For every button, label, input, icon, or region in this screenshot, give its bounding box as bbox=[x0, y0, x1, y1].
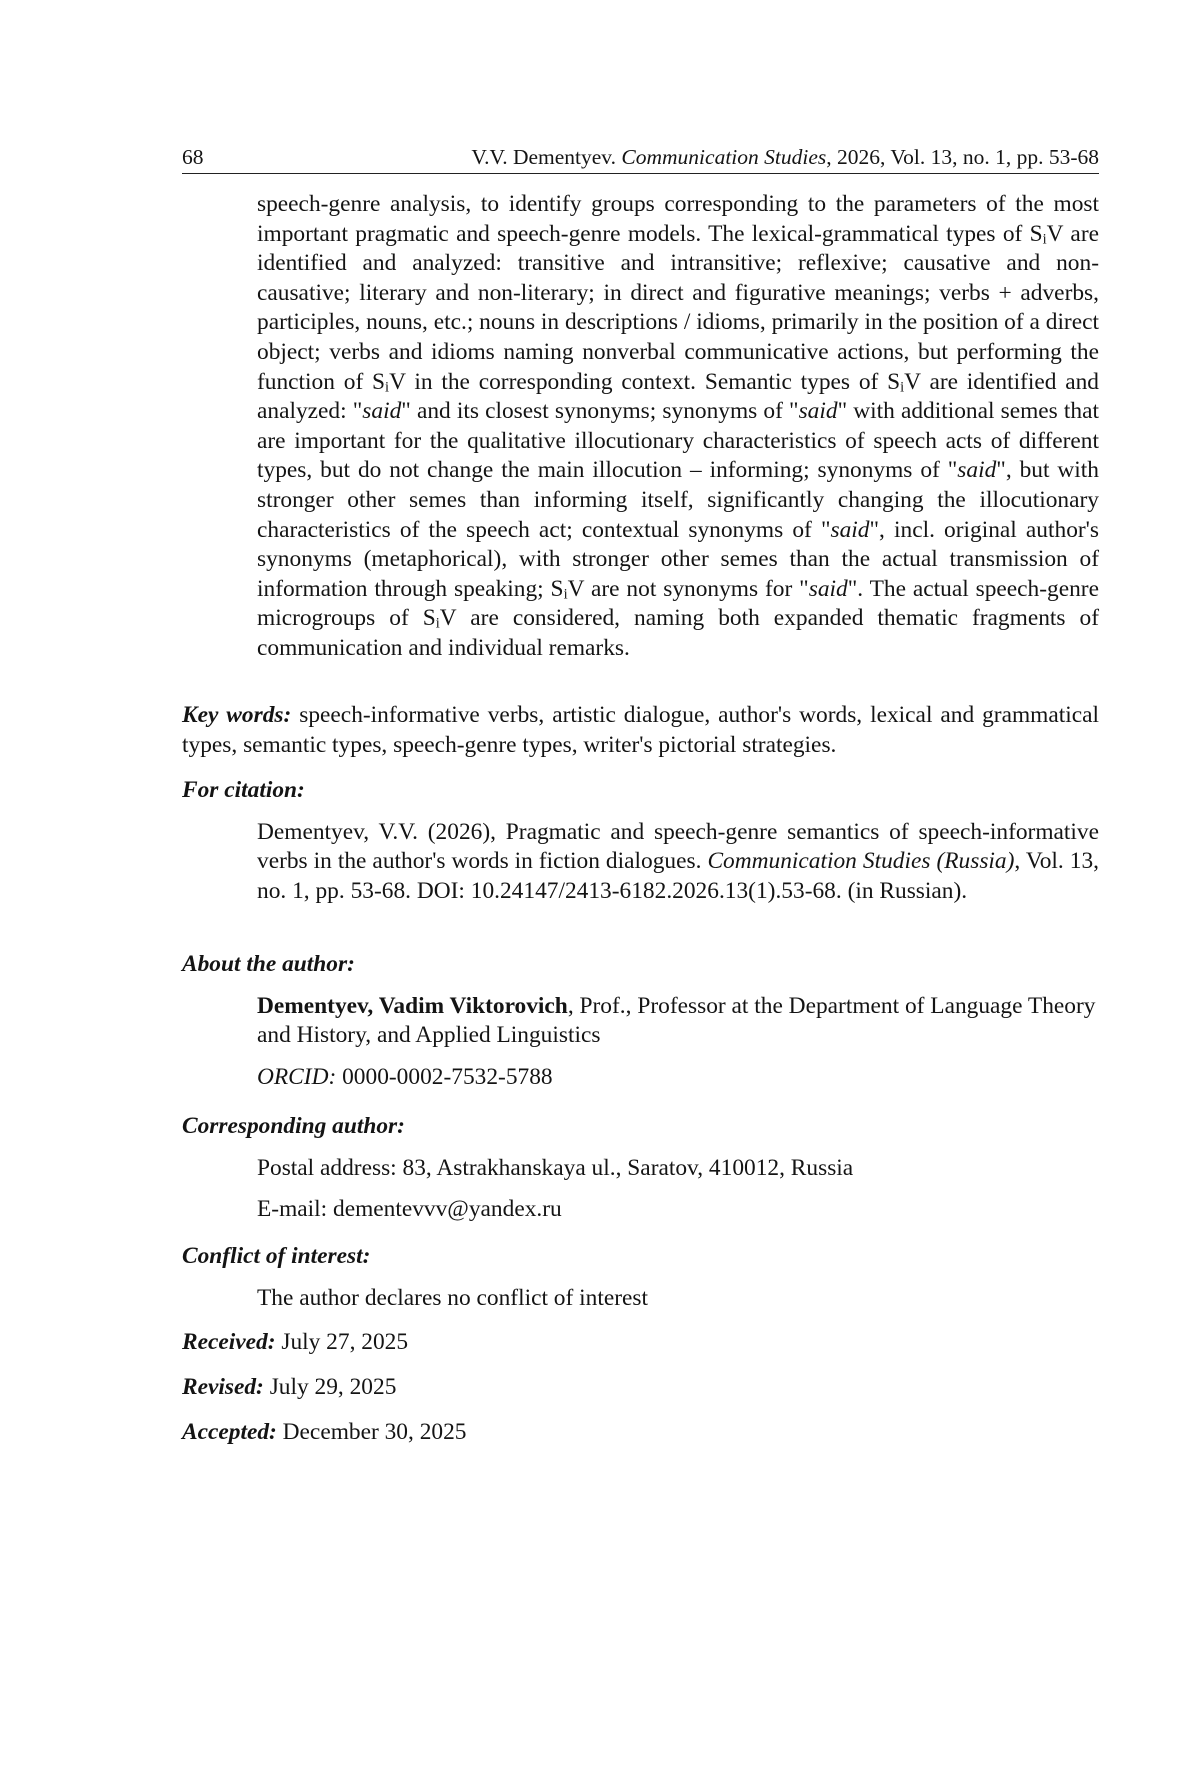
author-name: Dementyev, Vadim Viktorovich bbox=[257, 992, 568, 1019]
keywords-section bbox=[182, 701, 1099, 760]
corresponding-author-section bbox=[182, 1112, 1099, 1225]
revised-date: Revised: July 29, 2025 bbox=[182, 1374, 397, 1400]
page-number: 68 bbox=[182, 145, 204, 169]
citation-journal: Communication Studies (Russia) bbox=[707, 848, 1015, 875]
abstract-text: speech-genre analysis, to identify groups corresponding to the parameters of the most important pragmatic and speech-genre models. The lexical-grammatical types of $S_iV$ are identified and analyzed: transitive and intransitive; reflexive; causative and non-causative; literary and non-literary; in direct and figurative meanings; verbs + adverbs, participles, nouns, etc.; nouns in descriptions / idioms, primarily in the position of a direct object; verbs and idioms naming nonverbal communicative actions, but performing the function of $S_iV$ in the corresponding context. Semantic types of $S_iV$ are identified and analyzed: "said" and its closest synonyms; synonyms of "said" with additional semes that are important for the qualitative illocutionary characteristics of speech acts of different types, but do not change the main illocution – informing; synonyms of "said", but with stronger other semes than informing itself, significantly changing the illocutionary characteristics of the speech act; contextual synonyms of "said", incl. original author's synonyms (metaphorical), with stronger other semes than the actual transmission of information through speaking; $S_iV$ are not synonyms for "said". The actual speech-genre microgroups of $S_iV$ are considered, naming both expanded thematic fragments of communication and individual remarks. bbox=[257, 191, 1100, 661]
keywords-label: Key words: bbox=[182, 702, 292, 728]
accepted-date: Accepted: December 30, 2025 bbox=[182, 1419, 467, 1445]
journal-title: Communication Studies bbox=[621, 145, 827, 169]
orcid-label: ORCID: bbox=[257, 1063, 337, 1090]
running-head bbox=[182, 143, 1099, 174]
received-date: Received: July 27, 2025 bbox=[182, 1329, 409, 1355]
header-issue: , 2026, Vol. 13, no. 1, pp. 53-68 bbox=[826, 145, 1099, 169]
header-author: V.V. Dementyev. bbox=[471, 145, 617, 169]
journal-reference bbox=[471, 143, 1099, 171]
postal-address: Postal address: 83, Astrakhanskaya ul., Saratov, 410012, Russia bbox=[257, 1154, 854, 1181]
citation-text: Dementyev, V.V. (2026), Pragmatic and speech-genre semantics of speech-informative verbs in the author's words in fiction dialogues. Communication Studies (Russia), Vol. 13, no. 1, pp. 53-68. DOI: 10.24147/2413-6182.2026.13(1).53-68. (in Russian). bbox=[257, 818, 1099, 904]
corresponding-author-label: Corresponding author: bbox=[182, 1113, 405, 1139]
conflict-label: Conflict of interest: bbox=[182, 1243, 371, 1269]
email-line[interactable]: E-mail: dementevvv@yandex.ru bbox=[257, 1196, 562, 1223]
orcid-value: 0000-0002-7532-5788 bbox=[336, 1063, 553, 1090]
conflict-text: The author declares no conflict of interest bbox=[257, 1284, 648, 1311]
keywords-text: speech-informative verbs, artistic dialogue, author's words, lexical and grammatical types, semantic types, speech-genre types, writer's pictorial strategies. bbox=[182, 702, 1099, 758]
author-position: , Prof., Professor at the Department of Language Theory and History, and Applied Linguistics bbox=[257, 992, 1096, 1049]
orcid-line bbox=[182, 1063, 1099, 1093]
about-author-section bbox=[182, 950, 1099, 1092]
citation-section bbox=[182, 776, 1099, 906]
author-info bbox=[182, 992, 1099, 1051]
conflict-section bbox=[182, 1242, 1099, 1313]
about-author-label: About the author: bbox=[182, 951, 355, 977]
citation-label: For citation: bbox=[182, 777, 305, 803]
